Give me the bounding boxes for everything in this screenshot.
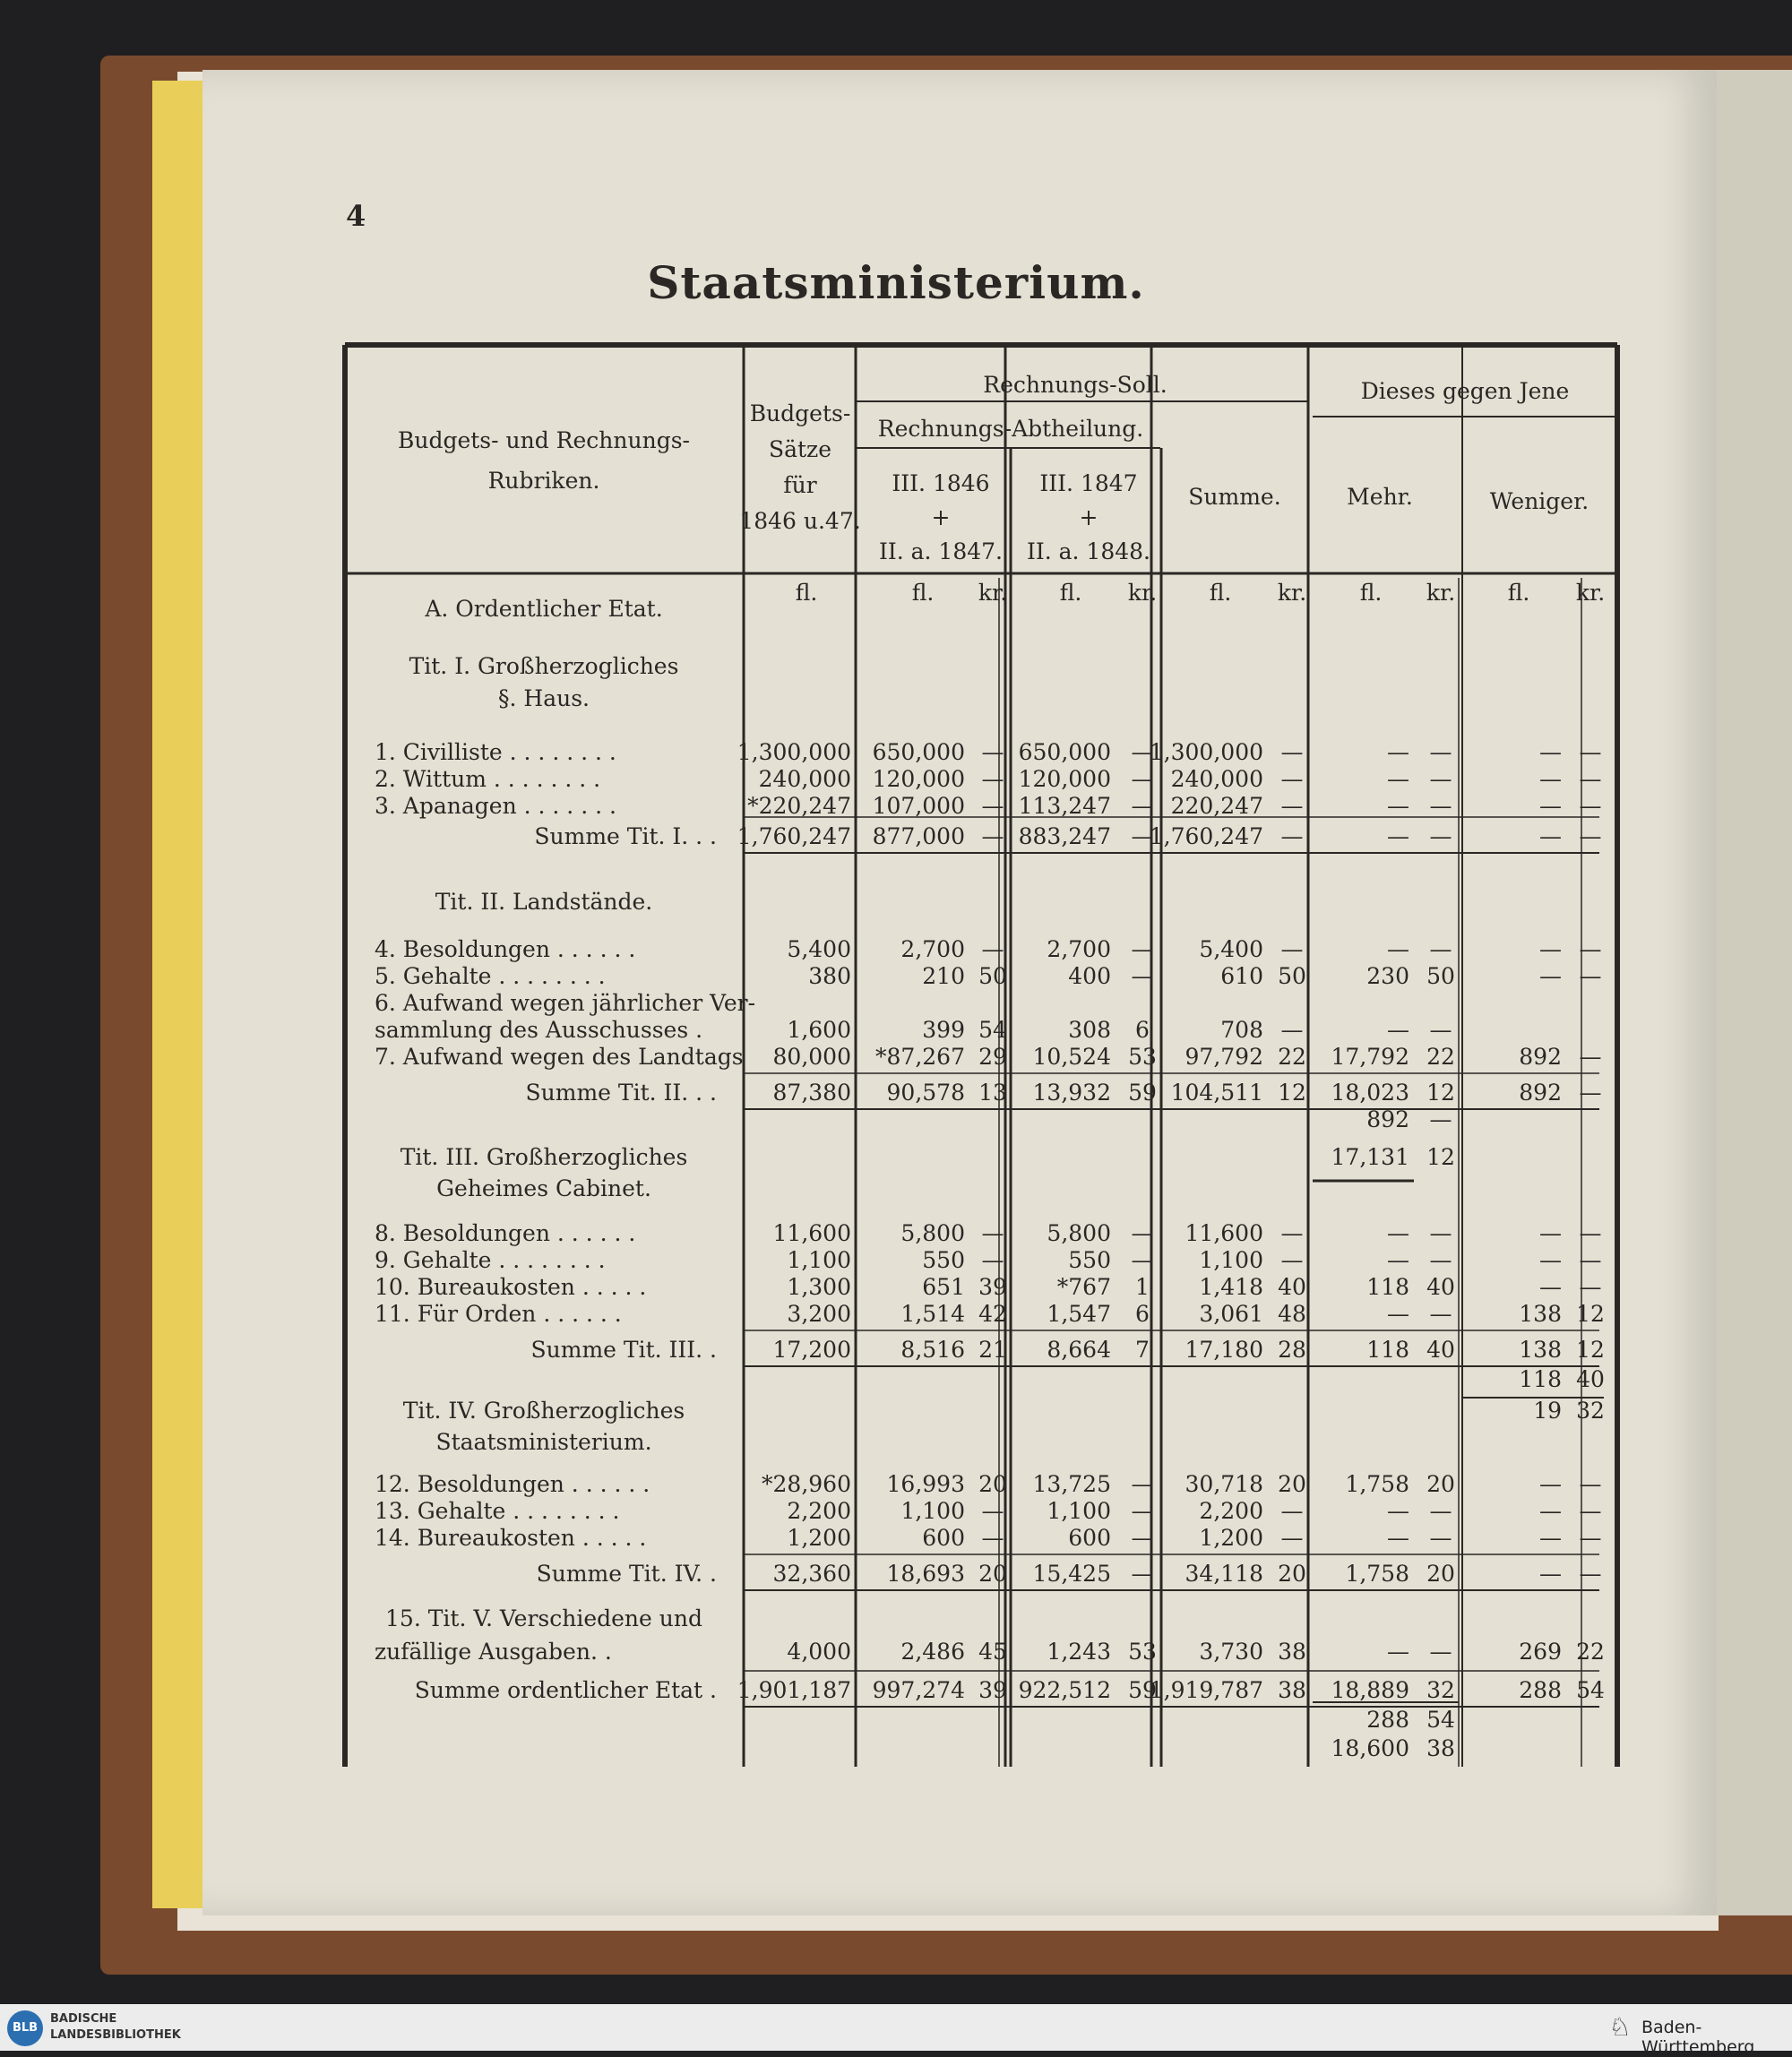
table-cell: — — [1131, 823, 1154, 849]
table-cell: — — [1429, 793, 1452, 819]
table-cell: 18,693 — [886, 1561, 965, 1587]
table-cell: 13,725 — [1032, 1471, 1111, 1497]
table-cell: — — [981, 1220, 1004, 1246]
unit-kr: kr. — [1277, 580, 1307, 606]
table-cell: 230 — [1366, 963, 1409, 989]
table-cell: — — [1387, 766, 1409, 792]
table-cell: 2,700 — [900, 936, 965, 962]
section-heading: Tit. I. Großherzogliches — [409, 653, 679, 679]
table-cell: 29 — [978, 1044, 1007, 1070]
header-col-1846: + — [931, 504, 951, 530]
table-cell: — — [1539, 1498, 1562, 1524]
section-heading: §. Haus. — [498, 685, 590, 711]
table-cell: 54 — [1426, 1707, 1455, 1733]
sum-label: Summe Tit. I. . . — [534, 823, 717, 849]
table-cell: — — [1539, 963, 1562, 989]
row-label: 7. Aufwand wegen des Landtags — [375, 1044, 744, 1070]
table-cell: — — [1280, 823, 1304, 849]
table-cell: 2,700 — [1047, 936, 1111, 962]
row-label: sammlung des Ausschusses . — [375, 1017, 703, 1043]
table-cell: 1,100 — [900, 1498, 965, 1524]
table-cell: 8,664 — [1047, 1337, 1111, 1363]
table-cell: 610 — [1220, 963, 1263, 989]
unit-fl: fl. — [1209, 580, 1232, 606]
table-cell: 138 — [1519, 1337, 1562, 1363]
table-cell: 1,100 — [1199, 1247, 1263, 1273]
table-cell: — — [1280, 1017, 1304, 1043]
table-cell: 550 — [1068, 1247, 1111, 1273]
table-cell: 892 — [1366, 1106, 1409, 1132]
table-cell: 50 — [1278, 963, 1306, 989]
table-cell: 17,200 — [772, 1337, 851, 1363]
table-cell: 38 — [1426, 1735, 1455, 1761]
table-cell: 240,000 — [758, 766, 851, 792]
table-cell: 40 — [1426, 1274, 1455, 1300]
unit-fl: fl. — [1059, 580, 1082, 606]
table-cell: 87,380 — [772, 1080, 851, 1106]
header-col-1847: + — [1079, 504, 1098, 530]
sum-label: Summe Tit. III. . — [530, 1337, 717, 1363]
table-cell: — — [1280, 739, 1304, 765]
page-number: 4 — [346, 199, 366, 233]
table-cell: 399 — [922, 1017, 965, 1043]
table-cell: — — [1579, 793, 1602, 819]
table-cell: — — [1387, 823, 1409, 849]
table-cell: 308 — [1068, 1017, 1111, 1043]
table-cell: *767 — [1056, 1274, 1111, 1300]
table-cell: 600 — [1068, 1525, 1111, 1551]
table-cell: 11,600 — [772, 1220, 851, 1246]
section-heading: 15. Tit. V. Verschiedene und — [385, 1605, 702, 1631]
table-cell: *220,247 — [747, 793, 851, 819]
table-cell: 220,247 — [1170, 793, 1263, 819]
header-rechnungs-soll: Rechnungs-Soll. — [983, 372, 1167, 398]
header-col-1846: III. 1846 — [892, 470, 990, 496]
table-cell: — — [1579, 936, 1602, 962]
table-cell: 17,180 — [1185, 1337, 1263, 1363]
table-cell: — — [1387, 1525, 1409, 1551]
table-cell: 120,000 — [1018, 766, 1111, 792]
table-cell: 38 — [1278, 1677, 1306, 1703]
table-cell: 240,000 — [1170, 766, 1263, 792]
table-cell: 1 — [1135, 1274, 1150, 1300]
table-cell: — — [1539, 766, 1562, 792]
table-cell: — — [1579, 1525, 1602, 1551]
unit-fl: fl. — [911, 580, 935, 606]
table-cell: — — [981, 936, 1004, 962]
table-cell: — — [1280, 1220, 1304, 1246]
table-cell: 1,514 — [900, 1301, 965, 1327]
header-budget: Sätze — [768, 436, 832, 462]
table-cell: — — [1429, 1498, 1452, 1524]
table-cell: 34,118 — [1185, 1561, 1263, 1587]
table-cell: — — [981, 1247, 1004, 1273]
sum-label: Summe Tit. II. . . — [525, 1080, 717, 1106]
table-cell: — — [1579, 739, 1602, 765]
table-cell: 22 — [1426, 1044, 1455, 1070]
header-summe: Summe. — [1188, 484, 1281, 510]
table-cell: 3,061 — [1199, 1301, 1263, 1327]
table-cell: 2,486 — [900, 1639, 965, 1665]
table-cell: 54 — [1576, 1677, 1605, 1703]
table-cell: 54 — [978, 1017, 1007, 1043]
table-cell: 50 — [1426, 963, 1455, 989]
table-cell: 997,274 — [872, 1677, 965, 1703]
table-cell: 20 — [1278, 1561, 1306, 1587]
table-cell: 1,300,000 — [1149, 739, 1263, 765]
row-label: 10. Bureaukosten . . . . . — [375, 1274, 647, 1300]
table-cell: 1,200 — [787, 1525, 851, 1551]
header-budget: für — [783, 472, 817, 498]
header-mehr: Mehr. — [1347, 484, 1413, 510]
table-cell: 32 — [1576, 1398, 1605, 1424]
table-cell: — — [1579, 963, 1602, 989]
sum-label: Summe ordentlicher Etat . — [414, 1677, 717, 1703]
table-cell: 892 — [1519, 1044, 1562, 1070]
table-cell: 7 — [1135, 1337, 1150, 1363]
baden-wuerttemberg-lions-icon[interactable]: ♘ — [1608, 2012, 1632, 2042]
table-cell: 28 — [1278, 1337, 1306, 1363]
table-cell: — — [1280, 1498, 1304, 1524]
library-name-line-2: LANDESBIBLIOTHEK — [50, 2028, 181, 2042]
unit-fl: fl. — [1359, 580, 1383, 606]
table-cell: 1,919,787 — [1149, 1677, 1263, 1703]
header-col-1846: II. a. 1847. — [878, 538, 1004, 564]
table-cell: 2,200 — [1199, 1498, 1263, 1524]
table-cell: 1,100 — [787, 1247, 851, 1273]
table-cell: — — [1539, 739, 1562, 765]
state-name[interactable]: Baden-Württemberg — [1641, 2018, 1755, 2057]
row-label: 4. Besoldungen . . . . . . — [375, 936, 636, 962]
header-budget: Budgets- — [749, 400, 851, 426]
row-label: 11. Für Orden . . . . . . — [375, 1301, 622, 1327]
table-cell: 6 — [1135, 1017, 1150, 1043]
table-cell: 21 — [978, 1337, 1007, 1363]
table-cell: 18,600 — [1331, 1735, 1409, 1761]
section-heading: Tit. II. Landstände. — [435, 889, 653, 915]
table-cell: 288 — [1366, 1707, 1409, 1733]
row-label: 3. Apanagen . . . . . . . — [375, 793, 616, 819]
footer-bar — [0, 2004, 1792, 2057]
table-cell: 17,792 — [1331, 1044, 1409, 1070]
table-cell: — — [1131, 1498, 1154, 1524]
table-cell: 5,800 — [1047, 1220, 1111, 1246]
table-cell: — — [1539, 1247, 1562, 1273]
section-heading: Tit. III. Großherzogliches — [400, 1144, 688, 1170]
table-cell: 18,023 — [1331, 1080, 1409, 1106]
table-cell: 550 — [922, 1247, 965, 1273]
table-cell: 5,400 — [1199, 936, 1263, 962]
table-cell: 1,300,000 — [737, 739, 851, 765]
table-cell: — — [1387, 1220, 1409, 1246]
library-name-line-1: BADISCHE — [50, 2012, 117, 2026]
table-cell: 42 — [978, 1301, 1007, 1327]
table-cell: 1,760,247 — [737, 823, 851, 849]
table-cell: — — [1387, 1017, 1409, 1043]
table-cell: 59 — [1128, 1080, 1157, 1106]
table-cell: 15,425 — [1032, 1561, 1111, 1587]
header-weniger: Weniger. — [1489, 488, 1590, 514]
table-cell: — — [1539, 1561, 1562, 1587]
table-cell: — — [1131, 766, 1154, 792]
table-cell: — — [981, 793, 1004, 819]
unit-fl: fl. — [1507, 580, 1530, 606]
table-cell: — — [1429, 823, 1452, 849]
table-cell: 53 — [1128, 1044, 1157, 1070]
table-cell: 113,247 — [1018, 793, 1111, 819]
table-cell: 210 — [922, 963, 965, 989]
row-label: 1. Civilliste . . . . . . . . — [375, 739, 616, 765]
table-cell: — — [1387, 936, 1409, 962]
table-cell: — — [1280, 1525, 1304, 1551]
table-cell: 40 — [1278, 1274, 1306, 1300]
table-cell: — — [1579, 1220, 1602, 1246]
table-cell: 118 — [1366, 1337, 1409, 1363]
table-cell: 120,000 — [872, 766, 965, 792]
table-cell: 883,247 — [1018, 823, 1111, 849]
header-col-1847: II. a. 1848. — [1026, 538, 1151, 564]
table-cell: — — [1387, 793, 1409, 819]
header-abtheilung: Rechnungs-Abtheilung. — [877, 416, 1144, 442]
table-cell: 400 — [1068, 963, 1111, 989]
unit-kr: kr. — [1575, 580, 1606, 606]
table-cell: 12 — [1576, 1301, 1605, 1327]
table-cell: 1,243 — [1047, 1639, 1111, 1665]
table-cell: 39 — [978, 1274, 1007, 1300]
table-cell: 38 — [1278, 1639, 1306, 1665]
table-cell: *28,960 — [762, 1471, 851, 1497]
table-cell: — — [1579, 1498, 1602, 1524]
unit-fl: fl. — [795, 580, 818, 606]
section-heading: A. Ordentlicher Etat. — [425, 596, 663, 622]
table-cell: — — [1280, 1247, 1304, 1273]
table-cell: 13 — [978, 1080, 1007, 1106]
table-cell: 1,901,187 — [737, 1677, 851, 1703]
table-cell: — — [1539, 1471, 1562, 1497]
table-cell: — — [1429, 1639, 1452, 1665]
table-cell: 104,511 — [1170, 1080, 1263, 1106]
table-cell: — — [1131, 793, 1154, 819]
table-cell: — — [1387, 739, 1409, 765]
table-cell: 118 — [1366, 1274, 1409, 1300]
table-cell: — — [1579, 1274, 1602, 1300]
table-cell: 40 — [1576, 1366, 1605, 1392]
row-label: 5. Gehalte . . . . . . . . — [375, 963, 606, 989]
table-cell: 20 — [978, 1561, 1007, 1587]
table-cell: 3,730 — [1199, 1639, 1263, 1665]
table-cell: 12 — [1576, 1337, 1605, 1363]
table-cell: — — [1579, 1044, 1602, 1070]
table-cell: — — [1131, 1247, 1154, 1273]
table-cell: 48 — [1278, 1301, 1306, 1327]
table-cell: 12 — [1278, 1080, 1306, 1106]
table-cell: — — [1131, 1471, 1154, 1497]
row-label: 9. Gehalte . . . . . . . . — [375, 1247, 606, 1273]
table-cell: 18,889 — [1331, 1677, 1409, 1703]
table-cell: — — [1539, 1525, 1562, 1551]
table-cell: — — [1387, 1247, 1409, 1273]
table-cell: 50 — [978, 963, 1007, 989]
table-cell: 1,418 — [1199, 1274, 1263, 1300]
table-cell: — — [1429, 766, 1452, 792]
table-cell: 19 — [1533, 1398, 1562, 1424]
row-label: zufällige Ausgaben. . — [375, 1639, 612, 1665]
table-cell: 32,360 — [772, 1561, 851, 1587]
unit-kr: kr. — [1127, 580, 1158, 606]
table-cell: — — [1429, 1247, 1452, 1273]
table-cell: — — [1387, 1301, 1409, 1327]
table-cell: 53 — [1128, 1639, 1157, 1665]
section-heading: Tit. IV. Großherzogliches — [402, 1398, 685, 1424]
table-cell: 1,758 — [1345, 1471, 1409, 1497]
table-cell: — — [1387, 1498, 1409, 1524]
table-cell: 20 — [1426, 1561, 1455, 1587]
table-cell: 1,760,247 — [1149, 823, 1263, 849]
table-cell: 90,578 — [886, 1080, 965, 1106]
table-cell: 600 — [922, 1525, 965, 1551]
library-name — [50, 2011, 181, 2044]
table-cell: 80,000 — [772, 1044, 851, 1070]
table-cell: — — [1579, 1247, 1602, 1273]
table-cell: 1,758 — [1345, 1561, 1409, 1587]
blb-logo[interactable]: BLB — [7, 2010, 43, 2046]
table-cell: 1,547 — [1047, 1301, 1111, 1327]
row-label: 14. Bureaukosten . . . . . — [375, 1525, 647, 1551]
table-cell: — — [1539, 793, 1562, 819]
table-cell: 45 — [978, 1639, 1007, 1665]
table-cell: 922,512 — [1018, 1677, 1111, 1703]
table-cell: 650,000 — [872, 739, 965, 765]
table-cell: — — [1131, 1525, 1154, 1551]
table-cell: — — [1131, 739, 1154, 765]
header-rubriken: Budgets- und Rechnungs- — [397, 427, 691, 453]
table-cell: 13,932 — [1032, 1080, 1111, 1106]
table-cell: — — [981, 823, 1004, 849]
page-title: Staatsministerium. — [647, 256, 1145, 309]
table-cell: — — [1579, 823, 1602, 849]
table-cell: 10,524 — [1032, 1044, 1111, 1070]
row-label: 6. Aufwand wegen jährlicher Ver- — [375, 990, 756, 1016]
table-cell: — — [1579, 1561, 1602, 1587]
table-cell: 97,792 — [1185, 1044, 1263, 1070]
table-cell: — — [1539, 823, 1562, 849]
table-cell: — — [1429, 1017, 1452, 1043]
unit-kr: kr. — [978, 580, 1008, 606]
table-cell: — — [1280, 793, 1304, 819]
table-cell: 39 — [978, 1677, 1007, 1703]
table-cell: 12 — [1426, 1144, 1455, 1170]
table-cell: 5,800 — [900, 1220, 965, 1246]
table-cell: — — [981, 1525, 1004, 1551]
section-heading: Staatsministerium. — [435, 1429, 652, 1455]
table-cell: — — [1539, 1274, 1562, 1300]
table-cell: — — [1131, 1561, 1154, 1587]
table-cell: — — [981, 766, 1004, 792]
table-cell: — — [981, 739, 1004, 765]
table-cell: 17,131 — [1331, 1144, 1409, 1170]
table-cell: — — [1579, 1471, 1602, 1497]
table-cell: 22 — [1576, 1639, 1605, 1665]
header-rubriken: Rubriken. — [487, 468, 600, 494]
table-cell: 107,000 — [872, 793, 965, 819]
header-col-1847: III. 1847 — [1039, 470, 1138, 496]
table-cell: 1,600 — [787, 1017, 851, 1043]
table-cell: — — [981, 1498, 1004, 1524]
table-cell: 118 — [1519, 1366, 1562, 1392]
unit-kr: kr. — [1426, 580, 1456, 606]
table-cell: — — [1429, 936, 1452, 962]
table-cell: — — [1429, 1106, 1452, 1132]
row-label: 8. Besoldungen . . . . . . — [375, 1220, 636, 1246]
table-cell: *87,267 — [875, 1044, 965, 1070]
table-cell: — — [1280, 766, 1304, 792]
table-cell: 32 — [1426, 1677, 1455, 1703]
table-cell: — — [1280, 936, 1304, 962]
table-cell: 12 — [1426, 1080, 1455, 1106]
table-cell: 1,300 — [787, 1274, 851, 1300]
table-cell: — — [1429, 1220, 1452, 1246]
table-cell: 20 — [978, 1471, 1007, 1497]
table-cell: 16,993 — [886, 1471, 965, 1497]
table-cell: 8,516 — [900, 1337, 965, 1363]
header-budget: 1846 u.47. — [739, 508, 861, 534]
table-cell: 5,400 — [787, 936, 851, 962]
table-cell: 892 — [1519, 1080, 1562, 1106]
table-cell: 288 — [1519, 1677, 1562, 1703]
table-cell: — — [1579, 766, 1602, 792]
table-cell: 20 — [1278, 1471, 1306, 1497]
table-cell: 651 — [922, 1274, 965, 1300]
table-cell: 1,200 — [1199, 1525, 1263, 1551]
table-cell: 6 — [1135, 1301, 1150, 1327]
table-cell: — — [1539, 936, 1562, 962]
table-cell: 30,718 — [1185, 1471, 1263, 1497]
table-cell: 20 — [1426, 1471, 1455, 1497]
table-cell: — — [1131, 936, 1154, 962]
row-label: 13. Gehalte . . . . . . . . — [375, 1498, 620, 1524]
table-cell: 2,200 — [787, 1498, 851, 1524]
table-cell: 269 — [1519, 1639, 1562, 1665]
table-cell: — — [1539, 1220, 1562, 1246]
table-cell: — — [1131, 963, 1154, 989]
sum-label: Summe Tit. IV. . — [536, 1561, 717, 1587]
table-cell: — — [1429, 1301, 1452, 1327]
table-cell: 11,600 — [1185, 1220, 1263, 1246]
table-cell: 1,100 — [1047, 1498, 1111, 1524]
table-cell: 877,000 — [872, 823, 965, 849]
row-label: 12. Besoldungen . . . . . . — [375, 1471, 650, 1497]
table-cell: 138 — [1519, 1301, 1562, 1327]
table-cell: 4,000 — [787, 1639, 851, 1665]
table-cell: 40 — [1426, 1337, 1455, 1363]
table-cell: 380 — [808, 963, 851, 989]
table-cell: 708 — [1220, 1017, 1263, 1043]
table-cell: 3,200 — [787, 1301, 851, 1327]
row-label: 2. Wittum . . . . . . . . — [375, 766, 601, 792]
table-cell: 650,000 — [1018, 739, 1111, 765]
table-cell: — — [1131, 1220, 1154, 1246]
table-cell: 59 — [1128, 1677, 1157, 1703]
table-cell: — — [1429, 1525, 1452, 1551]
table-cell: — — [1429, 739, 1452, 765]
table-cell: 22 — [1278, 1044, 1306, 1070]
table-cell: — — [1579, 1080, 1602, 1106]
header-dieses-gegen-jene: Dieses gegen Jene — [1360, 378, 1570, 404]
section-heading: Geheimes Cabinet. — [436, 1175, 651, 1201]
table-cell: — — [1387, 1639, 1409, 1665]
